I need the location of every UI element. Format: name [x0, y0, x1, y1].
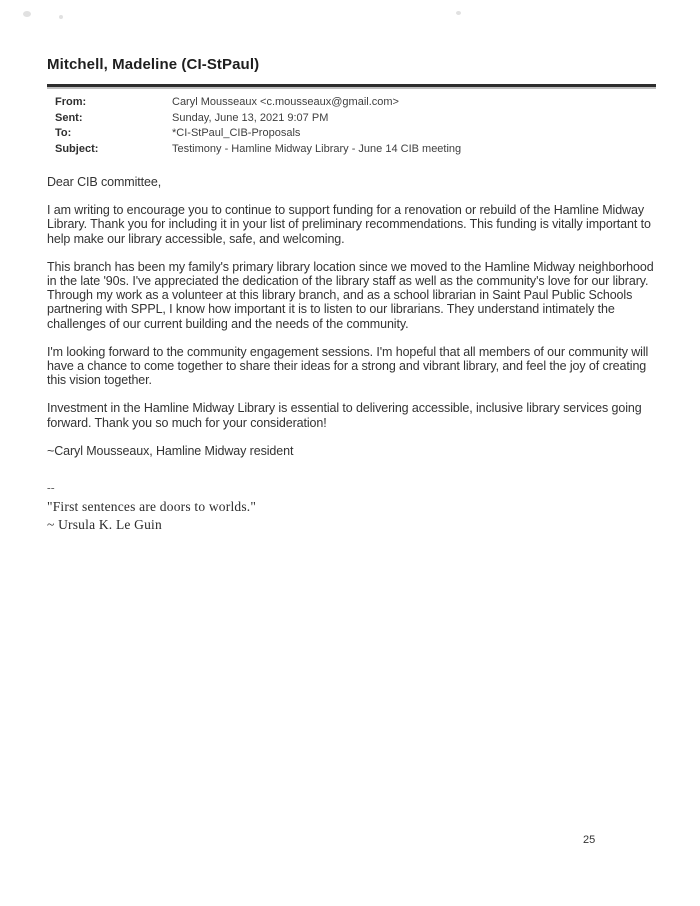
sent-label: Sent:	[55, 111, 83, 124]
signature-quote-block	[47, 482, 665, 533]
body-paragraph-2: This branch has been my family's primary library location since we moved to the Hamline Midway neighborhood in the late '90s. I've appreciated the dedication of the library staff as well as the community's love for our library. Through my work as a volunteer at this library branch, and as a school librarian in Saint Paul Public Schools partnering with SPPL, I know how important it is to listen to our librarians. They understand intimately the challenges of our current building and the needs of the community.	[47, 259, 654, 331]
quote-attribution: ~ Ursula K. Le Guin	[47, 516, 162, 532]
to-value: *CI-StPaul_CIB-Proposals	[172, 127, 301, 139]
email-body	[47, 175, 665, 533]
scan-artifact	[23, 11, 31, 17]
quote-separator: --	[47, 482, 55, 495]
email-owner-header: Mitchell, Madeline (CI-StPaul)	[47, 56, 260, 73]
meta-row-sent	[55, 112, 461, 128]
meta-row-subject	[55, 143, 461, 159]
body-paragraph-3: I'm looking forward to the community engagement sessions. I'm hopeful that all members of our community will have a chance to come together to share their ideas for a strong and vibrant library, and feel the joy of creating this vision together.	[47, 344, 649, 388]
scan-artifact	[59, 15, 63, 19]
scan-artifact	[456, 11, 461, 15]
subject-value: Testimony - Hamline Midway Library - June 14 CIB meeting	[172, 142, 462, 155]
quote-text: "First sentences are doors to worlds."	[47, 499, 257, 515]
meta-row-to	[55, 127, 461, 143]
sent-value: Sunday, June 13, 2021 9:07 PM	[172, 111, 329, 124]
body-paragraph-4: Investment in the Hamline Midway Library is essential to delivering accessible, inclusive library services going forward. Thank you so much for your consideration!	[47, 401, 642, 430]
page-number: 25	[583, 834, 596, 846]
salutation: Dear CIB committee,	[47, 175, 162, 189]
meta-row-from	[55, 96, 461, 112]
signature-line: ~Caryl Mousseaux, Hamline Midway resident	[47, 443, 294, 458]
from-value: Caryl Mousseaux <c.mousseaux@gmail.com>	[172, 96, 399, 108]
email-meta-block	[55, 96, 461, 158]
body-paragraph-1: I am writing to encourage you to continue to support funding for a renovation or rebuild of the Hamline Midway Library. Thank you for including it in your list of preliminary recommendations. This funding is vitally important to help make our library accessible, safe, and welcoming.	[47, 203, 651, 246]
header-divider	[47, 84, 656, 87]
to-label: To:	[55, 127, 72, 139]
subject-label: Subject:	[55, 142, 99, 155]
from-label: From:	[55, 96, 87, 108]
